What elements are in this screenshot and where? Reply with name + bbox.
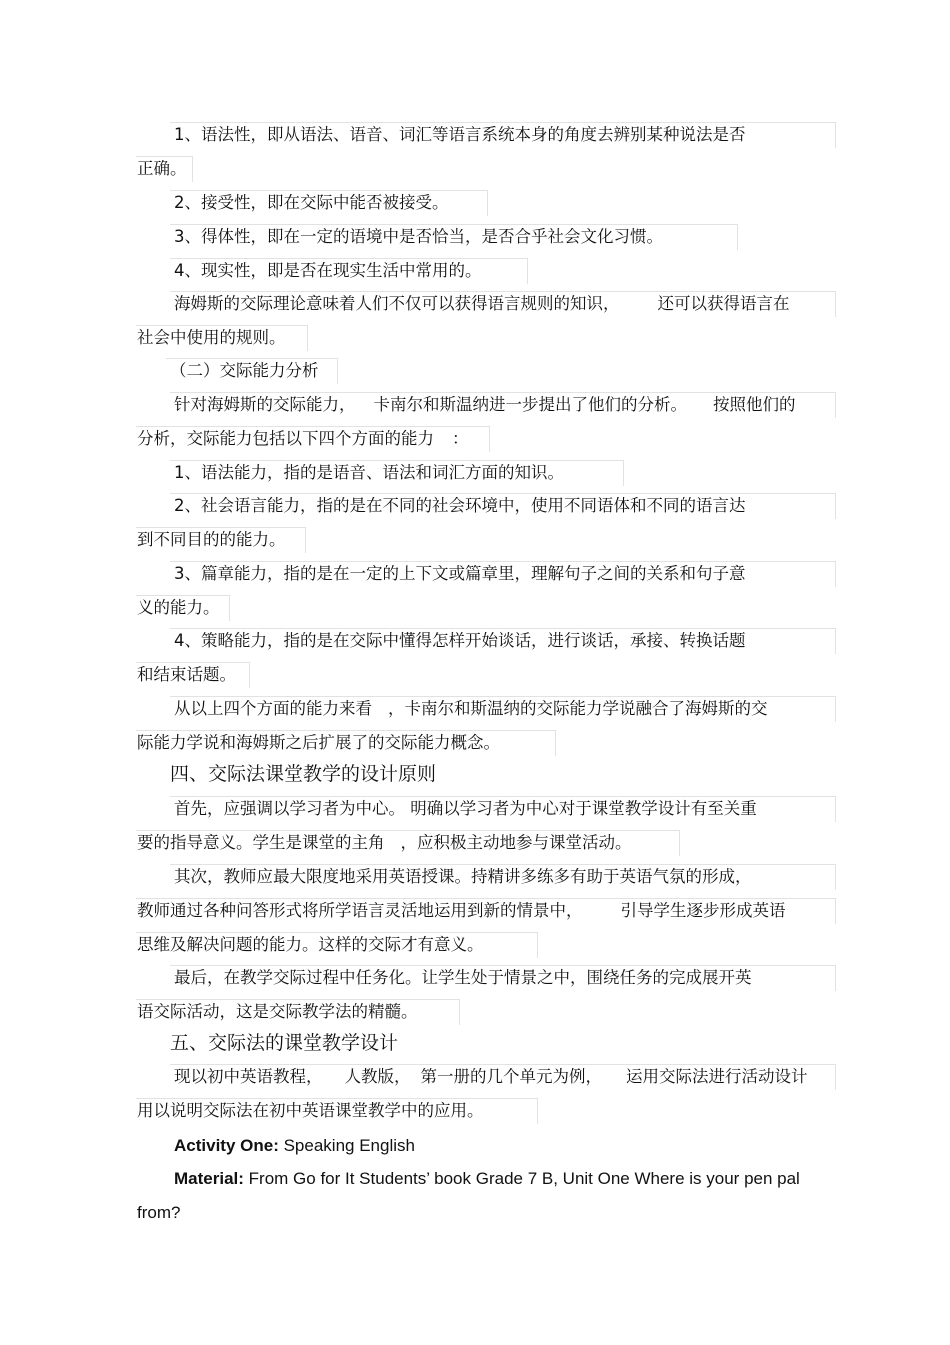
text-line bbox=[174, 394, 796, 416]
material-value: From Go for It Students’ book Grade 7 B, Unit One Where is your pen pal bbox=[248, 1169, 800, 1188]
text-fragment: 针对海姆斯的交际能力， bbox=[174, 395, 356, 414]
activity-line bbox=[174, 1135, 415, 1157]
section-heading: 四、交际法课堂教学的设计原则 bbox=[170, 763, 437, 785]
text-fragment: 要的指导意义。学生是课堂的主角 bbox=[137, 833, 385, 852]
text-line: 首先，应强调以学习者为中心。 明确以学习者为中心对于课堂教学设计有至关重 bbox=[174, 799, 757, 818]
text-line: 到不同目的的能力。 bbox=[137, 530, 286, 549]
text-fragment: ，应积极主动地参与课堂活动。 bbox=[400, 833, 632, 852]
text-line bbox=[174, 293, 790, 315]
text-line: 其次，教师应最大限度地采用英语授课。持精讲多练多有助于英语气氛的形成， bbox=[174, 867, 752, 886]
text-line: 和结束话题。 bbox=[137, 665, 236, 684]
text-fragment: ： bbox=[452, 429, 469, 448]
text-line: 4、策略能力，指的是在交际中懂得怎样开始谈话，进行谈话，承接、转换话题 bbox=[174, 631, 746, 650]
section-subheading: （二）交际能力分析 bbox=[170, 361, 319, 380]
text-line bbox=[137, 428, 469, 450]
text-line: 思维及解决问题的能力。这样的交际才有意义。 bbox=[137, 935, 484, 954]
material-line-continued: from? bbox=[137, 1203, 181, 1222]
text-line bbox=[174, 698, 768, 720]
text-line bbox=[137, 832, 632, 854]
material-label: Material: bbox=[174, 1169, 244, 1188]
text-fragment: 现以初中英语教程， bbox=[174, 1067, 323, 1086]
text-line: 3、得体性，即在一定的语境中是否恰当，是否合乎社会文化习惯。 bbox=[174, 227, 663, 246]
text-fragment: 卡南尔和斯温纳进一步提出了他们的分析。 bbox=[373, 395, 687, 414]
text-fragment: 引导学生逐步形成英语 bbox=[620, 901, 786, 920]
activity-value: Speaking English bbox=[283, 1136, 415, 1155]
text-line: 1、语法能力，指的是语音、语法和词汇方面的知识。 bbox=[174, 463, 564, 482]
material-line bbox=[174, 1168, 800, 1190]
text-fragment: 运用交际法进行活动设计 bbox=[626, 1067, 808, 1086]
text-line: 3、篇章能力，指的是在一定的上下文或篇章里，理解句子之间的关系和句子意 bbox=[174, 564, 746, 583]
text-line: 1、语法性，即从语法、语音、词汇等语言系统本身的角度去辨别某种说法是否 bbox=[174, 125, 746, 144]
text-line: 际能力学说和海姆斯之后扩展了的交际能力概念。 bbox=[137, 733, 500, 752]
text-fragment: ，卡南尔和斯温纳的交际能力学说融合了海姆斯的交 bbox=[388, 699, 768, 718]
activity-label: Activity One: bbox=[174, 1136, 279, 1155]
text-line: 2、社会语言能力，指的是在不同的社会环境中，使用不同语体和不同的语言达 bbox=[174, 496, 746, 515]
text-fragment: 人教版， bbox=[344, 1067, 411, 1086]
text-line: 社会中使用的规则。 bbox=[137, 328, 286, 347]
text-fragment: 教师通过各种问答形式将所学语言灵活地运用到新的情景中， bbox=[137, 901, 583, 920]
text-line: 义的能力。 bbox=[137, 598, 220, 617]
text-line bbox=[137, 900, 786, 922]
text-fragment: 分析，交际能力包括以下四个方面的能力 bbox=[137, 429, 434, 448]
text-fragment: 按照他们的 bbox=[713, 395, 796, 414]
text-line: 正确。 bbox=[137, 159, 187, 178]
text-line bbox=[174, 1066, 808, 1088]
text-line: 最后，在教学交际过程中任务化。让学生处于情景之中，围绕任务的完成展开英 bbox=[174, 968, 752, 987]
text-line: 2、接受性，即在交际中能否被接受。 bbox=[174, 193, 449, 212]
text-line: 4、现实性，即是否在现实生活中常用的。 bbox=[174, 261, 482, 280]
text-line: 用以说明交际法在初中英语课堂教学中的应用。 bbox=[137, 1101, 484, 1120]
text-fragment: 第一册的几个单元为例， bbox=[420, 1067, 602, 1086]
text-line: 语交际活动，这是交际教学法的精髓。 bbox=[137, 1002, 418, 1021]
text-fragment: 还可以获得语言在 bbox=[657, 294, 790, 313]
section-heading: 五、交际法的课堂教学设计 bbox=[170, 1032, 399, 1054]
text-fragment: 从以上四个方面的能力来看 bbox=[174, 699, 372, 718]
text-fragment: 海姆斯的交际理论意味着人们不仅可以获得语言规则的知识， bbox=[174, 294, 620, 313]
